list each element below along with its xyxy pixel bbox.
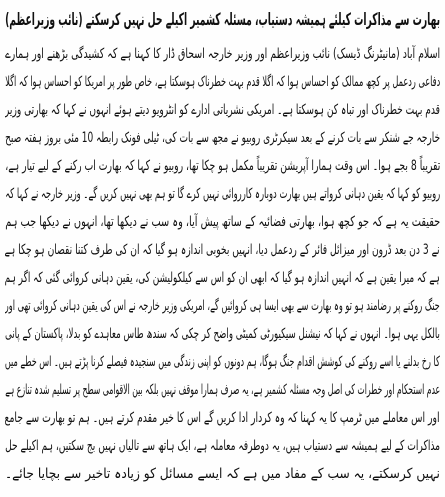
- headline-text: بھارت سے مذاکرات کیلئے ہمیشہ دستیاب، مسئلہ کشمیر اکیلے حل نہیں کرسکتے (نائب وزیراعظم): [5, 10, 440, 30]
- body-line-text: خارجہ جے شنکر سے بات کرنے کے بعد سیکرٹری روبیو نے مجھ سے بات کی، ٹیلی فونک رابطہ 10 مئی بروز ہفتہ صبح: [5, 130, 440, 146]
- body-line: [5, 348, 440, 376]
- article-body: [5, 40, 440, 488]
- body-line: [5, 236, 440, 264]
- body-line-text: روبیو کو کہا کہ یقین دہانی کرواتے ہیں بھارت دوبارہ کارروائی نہیں کرے گا تو ہم بھی نہیں کریں گے۔ وزیر خارجہ نے کہا کہ: [5, 186, 440, 202]
- body-line-text: مذاکرات کے لیے ہمیشہ سے دستیاب ہیں، یہ دوطرفہ معاملہ ہے، ایک ہاتھ سے تالیاں نہیں بج سکتیں، ہم اکیلے حل: [5, 438, 440, 454]
- body-line-text: حقیقت یہ ہے کہ جو کچھ ہوا، بھارتی فضائیہ کے ساتھ پیش آیا، وہ سب نے دیکھا تھا، انہوں نے دیکھا جب ہم: [5, 214, 440, 230]
- body-line-text: بالکل یہی ہوا۔ انہوں نے کہا کہ نیشنل سیکیورٹی کمیٹی واضح کر چکی کہ سندھ طاس معاہدے کو بدلا، پاکستان کے پانی: [5, 326, 440, 342]
- body-line-text: جنگ روکنے پر رضامند ہو تو وہ بھارت سے بھی ایسا ہی کروائیں گے، امریکی وزیر خارجہ نے اس کی یقین دہانی کروائی تھی اور: [5, 298, 440, 314]
- body-line-text: اور اس معاملے میں ٹرمپ کا یہ کہنا کہ وہ کردار ادا کریں گے اس کا خیر مقدم کرتے ہیں۔ ہم تو بھارت سے جامع: [5, 410, 440, 426]
- body-line-text: تقریباً 8 بجے ہوا۔ اس وقت ہمارا آپریشن تقریباً مکمل ہو چکا تھا، روبیو نے کہا کہ بھارت اب رکنے کے لیے تیار ہے،: [5, 158, 440, 174]
- body-line-text: اسلام آباد (مانیٹرنگ ڈیسک) نائب وزیراعظم اور وزیر خارجہ اسحاق ڈار کا کہنا ہے کہ کشیدگی بڑھنے اور ہمارے: [5, 46, 440, 62]
- body-line-text: ہے کہ میرا یقین ہے کہ انہیں اندازہ ہو گیا کہ ابھی ان کو اس سے کیلکولیشن کی، یقین دہانی کروائی گئی کہ اگر ہم: [5, 270, 440, 286]
- body-line: [5, 404, 440, 432]
- body-line: [5, 292, 440, 320]
- headline: [5, 4, 440, 36]
- body-line-text: قدم بہت خطرناک اور تباہ کن ہوسکتا ہے۔ امریکی نشریاتی ادارے کو انٹرویو دیتے ہوئے انہوں نے کہا کہ بھارتی وزیر: [5, 102, 440, 118]
- body-line: [5, 208, 440, 236]
- body-line-text: نہیں کرسکتے، یہ سب کے مفاد میں ہے کہ ایسے مسائل کو زیادہ تاخیر سے بچایا جائے۔: [5, 466, 440, 482]
- body-line: [5, 96, 440, 124]
- body-line: [5, 376, 440, 404]
- body-line-text: کا رخ بدلنے یا اسے روکنے کی کوشش اقدام جنگ ہوگا، ہم دونوں کو اپنی زندگی میں سنجیدہ فیصلے کرنا پڑتے ہیں۔ اس خطے میں: [5, 354, 440, 370]
- body-line-text: نے 3 دن بعد ڈرون اور میزائل فائر کے ردعمل دیا، انہیں بخوبی اندازہ ہو گیا کہ ان کی طرف کتنا نقصان ہو چکا ہے: [5, 242, 440, 258]
- body-line: [5, 124, 440, 152]
- body-line: [5, 432, 440, 460]
- body-line: [5, 460, 440, 488]
- body-line: [5, 40, 440, 68]
- body-line: [5, 180, 440, 208]
- body-line-text: دفاعی ردعمل پر کچھ ممالک کو احساس ہوا کہ اگلا قدم بہت خطرناک ہوسکتا ہے، خاص طور پر امریکا کو احساس ہوا کہ اگلا: [5, 74, 440, 90]
- body-line: [5, 152, 440, 180]
- body-line: [5, 320, 440, 348]
- body-line: [5, 68, 440, 96]
- body-line-text: عدم استحکام اور خطرات کی اصل وجہ مسئلہ کشمیر ہے، یہ صرف ہمارا موقف نہیں بلکہ بین الاقوامی سطح پر تسلیم شدہ تنازع ہے: [5, 382, 440, 398]
- body-line: [5, 264, 440, 292]
